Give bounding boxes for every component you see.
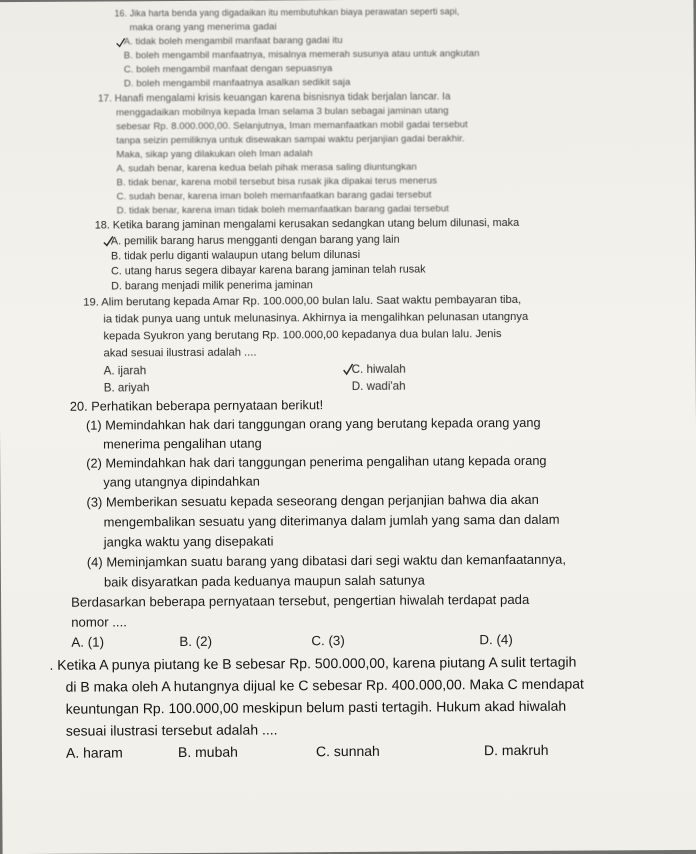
q17-stem-2: menggadaikan mobilnya kepada Iman selama 3 bulan sebagai jaminan utang [116, 105, 449, 119]
q17-stem-5: Maka, sikap yang dilakukan oleh Iman adalah [116, 148, 313, 161]
q20-statement-3-line-3: jangka waktu yang disepakati [103, 533, 274, 550]
q18-option-d: D. barang menjadi milik penerima jaminan [111, 279, 313, 293]
q18-option-c: C. utang harus segera dibayar karena barang jaminan telah rusak [111, 263, 426, 278]
q17-option-d: D. tidak benar, karena iman tidak boleh memanfaatkan barang gadai tersebut [116, 203, 449, 217]
q19-stem-4: akad sesuai ilustrasi adalah .... [103, 346, 257, 360]
q19-stem-2: ia tidak punya uang untuk melunasinya. Akhirnya ia mengalihkan pelunasan utangnya [103, 310, 529, 326]
q16-option-d: D. boleh mengambil manfaatnya asalkan sedikit saja [123, 76, 351, 90]
q20-option-d: D. (4) [479, 631, 513, 648]
q16-stem-2: maka orang yang menerima gadai [129, 21, 277, 34]
q17-stem-3: sebesar Rp. 8.000.000,00. Selanjutnya, Iman memanfaatkan mobil gadai tersebut [116, 119, 468, 133]
q21-option-d: D. makruh [483, 741, 549, 759]
q16-option-b: B. boleh mengambil manfaatnya, misalnya memerah susunya atau untuk angkutan [123, 48, 480, 62]
q19-option-c: C. hiwalah [351, 362, 406, 376]
q20-statement-3-line-2: mengembalikan sesuatu yang diterimanya dalam jumlah yang sama dan dalam [103, 511, 560, 530]
q18-stem: 18. Ketika barang jaminan mengalami kerusakan sedangkan utang belum dilunasi, maka [94, 216, 520, 232]
q18-option-b: B. tidak perlu diganti walaupun utang belum dilunasi [110, 248, 361, 263]
q19-stem-1: 19. Alim berutang kepada Amar Rp. 100.000,00 bulan lalu. Saat waktu pembayaran tiba, [83, 293, 522, 309]
q16-option-a: A. tidak boleh mengambil manfaat barang gadai itu [123, 35, 343, 48]
q19-option-a: A. ijarah [103, 364, 147, 378]
q19-option-b: B. ariyah [103, 381, 150, 395]
q20-question-line-2: nomor .... [71, 614, 127, 630]
q20-statement-4-line-2: baik disyaratkan pada keduanya maupun salah satunya [103, 572, 425, 590]
q21-stem-2: di B maka oleh A hutangnya dijual ke C sebesar Rp. 400.000,00. Maka C mendapat [65, 675, 584, 695]
q17-stem-1: 17. Hanafi mengalami krisis keuangan karena bisnisnya tidak berjalan lancar. Ia [97, 91, 451, 105]
q21-option-a: A. haram [65, 744, 123, 761]
q21-option-b: B. mubah [177, 743, 238, 761]
answer-mark-q18 [103, 234, 114, 247]
q16-stem-1: 16. Jika harta benda yang digadaikan itu membutuhkan biaya perawatan seperti sapi, [114, 6, 460, 19]
q21-stem-4: sesuai ilustrasi tersebut adalah .... [65, 721, 278, 739]
q20-statement-3-line-1: (3) Memberikan sesuatu kepada seseorang dengan perjanjian bahwa dia akan [86, 491, 539, 510]
q20-option-c: C. (3) [311, 633, 345, 649]
q20-statement-1-line-1: (1) Memindahkan hak dari tanggungan orang yang berutang kepada orang yang [85, 414, 541, 433]
q21-stem-1: . Ketika A punya piutang ke B sebesar Rp. 500.000,00, karena piutang A sulit tertagih [49, 653, 577, 673]
q20-option-a: A. (1) [71, 634, 105, 650]
q20-option-b: B. (2) [179, 633, 213, 650]
q18-option-a: A. pemilik barang harus mengganti dengan barang yang lain [110, 233, 400, 248]
q20-statement-2-line-1: (2) Memindahkan hak dari tanggungan penerima pengalihan utang kepada orang [86, 452, 547, 471]
q20-statement-1-line-2: menerima pengalihan utang [103, 435, 262, 452]
q17-stem-4: tanpa seizin pemiliknya untuk disewakan sampai waktu perjanjian gadai berakhir. [116, 133, 465, 147]
q20-stem: 20. Perhatikan beberapa pernyataan berikut! [69, 397, 324, 414]
answer-mark-q16 [116, 36, 126, 48]
q17-option-c: C. sudah benar, karena iman boleh memanfaatkan barang gadai tersebut [116, 189, 432, 203]
q21-stem-3: keuntungan Rp. 100.000,00 meskipun belum pasti tertagih. Hukum akad hiwalah [65, 697, 567, 717]
answer-mark-q19 [343, 362, 354, 376]
q17-option-a: A. sudah benar, karena kedua belah pihak merasa saling diuntungkan [116, 161, 417, 175]
q21-option-c: C. sunnah [315, 742, 380, 760]
q20-statement-2-line-2: yang utangnya dipindahkan [103, 473, 260, 490]
q19-stem-3: kepada Syukron yang berutang Rp. 100.000,00 kepadanya dua bulan lalu. Jenis [103, 328, 502, 343]
q16-option-c: C. boleh mengambil manfaat dengan sepuasnya [123, 63, 333, 76]
q20-question-line-1: Berdasarkan beberapa pernyataan tersebut, pengertian hiwalah terdapat pada [71, 591, 530, 610]
q20-statement-4-line-1: (4) Meminjamkan suatu barang yang dibatasi dari segi waktu dan kemanfaatannya, [86, 551, 566, 570]
q19-option-d: D. wadi'ah [351, 379, 406, 393]
q17-option-b: B. tidak benar, karena mobil tersebut bisa rusak jika dipakai terus menerus [116, 175, 438, 189]
